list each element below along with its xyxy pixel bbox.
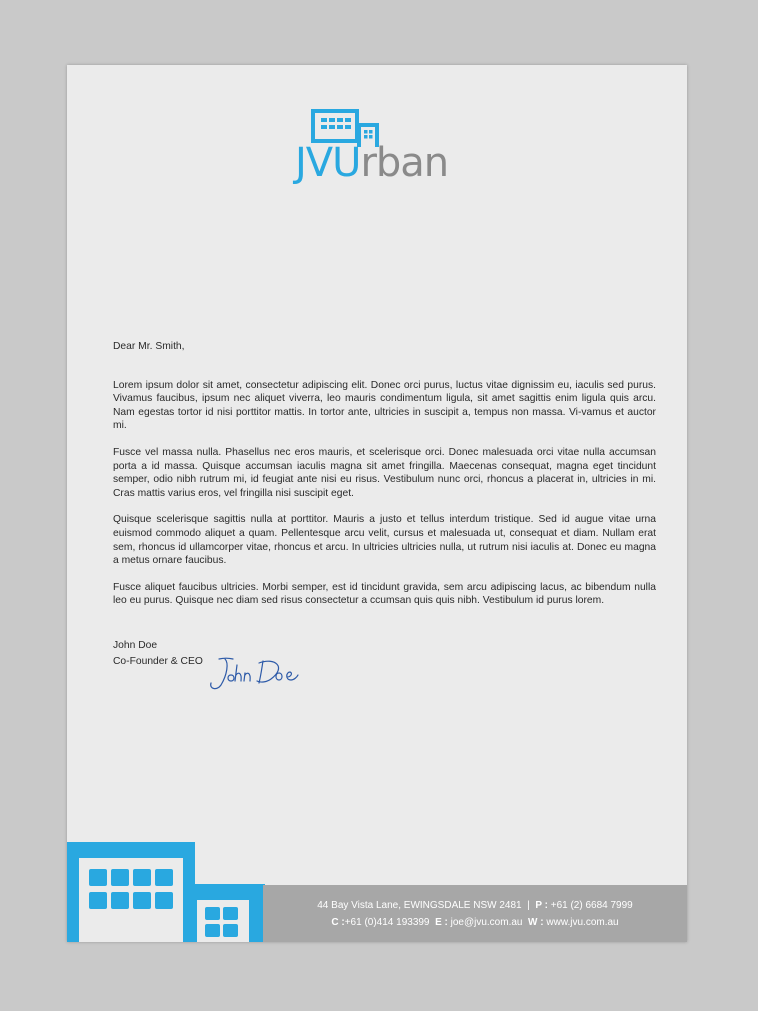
footer-email[interactable]: joe@jvu.com.au: [450, 916, 523, 928]
signer-title: Co-Founder & CEO: [113, 656, 203, 667]
letter-body: [113, 340, 656, 621]
footer-line-2: [331, 917, 618, 928]
letter-paragraph: Quisque scelerisque sagittis nulla at porttitor. Mauris a justo et tellus interdum tristique. Sed id augue vitae urna euismod commodo aliquet a quam. Pellentesque arcu velit, cursus et malesuada ut, consequat et diam. Nullam erat sem, rhoncus id ullamcorper vitae, rhoncus et arcu. In ultricies ultricies nulla, ut rutrum nisi iaculis at. Donec eu magna a metus ornare faucibus.: [113, 514, 656, 567]
logo-wordmark: [295, 139, 448, 187]
footer-web-label: W :: [528, 916, 544, 928]
footer-building-graphic: [67, 842, 267, 942]
footer-web[interactable]: www.jvu.com.au: [546, 916, 619, 928]
signer-block: [113, 638, 203, 670]
footer-address: 44 Bay Vista Lane, EWINGSDALE NSW 2481: [317, 899, 522, 911]
salutation: Dear Mr. Smith,: [113, 341, 185, 352]
logo-wordmark-jvu: JVU: [295, 140, 361, 186]
footer-cell: +61 (0)414 193399: [344, 916, 430, 928]
footer-separator: |: [527, 899, 530, 911]
logo-wordmark-rban: rban: [360, 140, 449, 186]
company-logo: [295, 109, 475, 189]
letter-paragraph: Fusce aliquet faucibus ultricies. Morbi semper, est id tincidunt gravida, sem arcu adipiscing lacus, ac bibendum nulla leo eu purus. Quisque nec diam sed risus consectetur a ccumsan quis quis nibh. Vestibulum id purus lorem.: [113, 581, 656, 607]
signer-name: John Doe: [113, 640, 158, 651]
footer-phone-label: P :: [535, 899, 548, 911]
letter-paragraph: Fusce vel massa nulla. Phasellus nec eros mauris, et scelerisque orci. Donec malesuada orci vitae nulla accumsan porta a id massa. Quisque accumsan iaculis magna sit amet fringilla. Maecenas consequat, magna eget tincidunt semper, odio nibh rutrum mi, id feugiat ante nisi eu risus. Vestibulum nunc orci, rhoncus a placerat in, ultricies in mi. Cras mattis varius eros, vel fringilla nisi suscipit eget.: [113, 446, 656, 499]
handwritten-signature: [205, 653, 305, 693]
footer-phone: +61 (2) 6684 7999: [550, 899, 633, 911]
footer-contact-band: [263, 885, 687, 942]
letterhead-page: [67, 65, 687, 942]
footer-line-1: [317, 900, 633, 911]
footer-email-label: E :: [435, 916, 448, 928]
letter-paragraph: Lorem ipsum dolor sit amet, consectetur adipiscing elit. Donec orci purus, luctus vitae dignissim eu, iaculis sed purus. Vivamus faucibus, ipsum nec aliquet viverra, leo mauris condimentum ligula, sit amet sagittis enim ligula quis arcu. Nam egestas tortor id nisi porttitor mattis. In tortor ante, ultricies in suscipit a, tempus non massa. Vi-vamus et auctor mi.: [113, 379, 656, 432]
footer-cell-label: C :: [331, 916, 345, 928]
